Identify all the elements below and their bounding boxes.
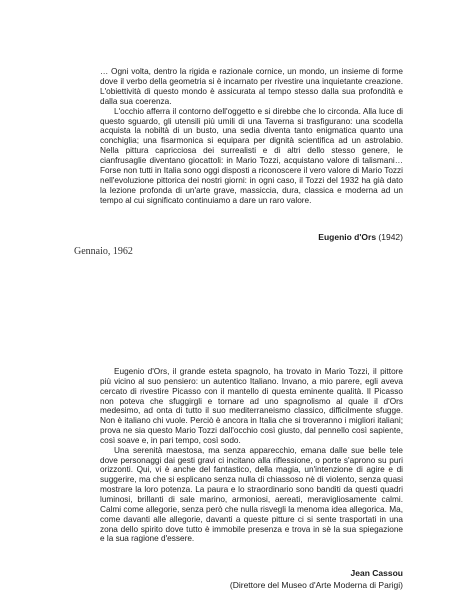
paragraph: … Ogni volta, dentro la rigida e razionale cornice, un mondo, un insieme di forme dove il verbo della geometria si è incarnato per rivestire una inquietante creazione. L'obiettività di questo mondo è assicurata al tempo stesso dalla sua profondità e dalla sua coerenza.: [100, 67, 403, 106]
quote-text-cassou: [100, 367, 403, 544]
author-name: Eugenio d'Ors: [318, 232, 377, 242]
paragraph: Una serenità maestosa, ma senza apparecchio, emana dalle sue belle tele dove personaggi dai gesti gravi ci incitano alla riflessione, o porte s'aprono su puri orizzonti. Qui, vi è anche del fantastico, della magia, un'intenzione di agire e di suggerire, ma che si esplicano senza nulla di chiassoso nè di violento, senza quasi mostrare la loro potenza. La paura e lo straordinario sono banditi da questi quadri luminosi, brillanti di sale marino, armoniosi, aereati, meravigliosamente calmi. Calmi come allegorie, senza però che nulla risvegli la menoma idea allegorica. Ma, come davanti alle allegorie, davanti a queste pitture ci si sente trasportati in una zona dello spirito dove tutto è immobile presenza e trova in sè la sua spiegazione e la sua ragione d'essere.: [100, 445, 403, 544]
quote-text-d-ors: [100, 67, 403, 206]
author-role-cassou: (Direttore del Museo d'Arte Moderna di Parigi): [229, 580, 403, 590]
author-name-cassou: Jean Cassou: [350, 568, 403, 578]
paragraph: Eugenio d'Ors, il grande esteta spagnolo, ha trovato in Mario Tozzi, il pittore più vicino al suo pensiero: un autentico Italiano. Invano, a mio parere, egli aveva cercato di rivestire Picasso con il mantello di questa eminente qualità. Il Picasso non poteva che sfuggirgli e tornare ad uno spagnolismo al quale il d'Ors medesimo, ad onta di tutto il suo mediterraneismo classico, difficilmente sfugge. Non è italiano chi vuole. Perciò è ancora in Italia che si troveranno i migliori italiani; prova ne sia questo Mario Tozzi dall'occhio così giusto, dal pennello così sapiente, così soave e, in pari tempo, così sodo.: [100, 367, 403, 445]
signature-d-ors: [100, 232, 403, 242]
date-label: Gennaio, 1962: [74, 246, 133, 257]
paragraph: L'occhio afferra il contorno dell'oggetto e si direbbe che lo circonda. Alla luce di questo sguardo, gli utensili più umili di una Taverna si trasfigurano: una scodella acquista la nobiltà di un busto, una sedia diventa tanto enigmatica quanto una conchiglia; una fisarmonica si equipara per dignità scientifica ad un astrolabio. Nella pittura capricciosa dei surrealisti e di altri dello stesso genere, le cianfrusaglie diventano giocattoli: in Mario Tozzi, acquistano valore di talismani… Forse non tutti in Italia sono oggi disposti a riconoscere il vero valore di Mario Tozzi nell'evoluzione pittorica dei nostri giorni: in ogni caso, il Tozzi del 1932 ha già dato la lezione profonda di un'arte grave, massiccia, dura, classica e moderna ad un tempo al cui significato continuiamo a dare un raro valore.: [100, 106, 403, 205]
author-year: (1942): [378, 232, 403, 242]
